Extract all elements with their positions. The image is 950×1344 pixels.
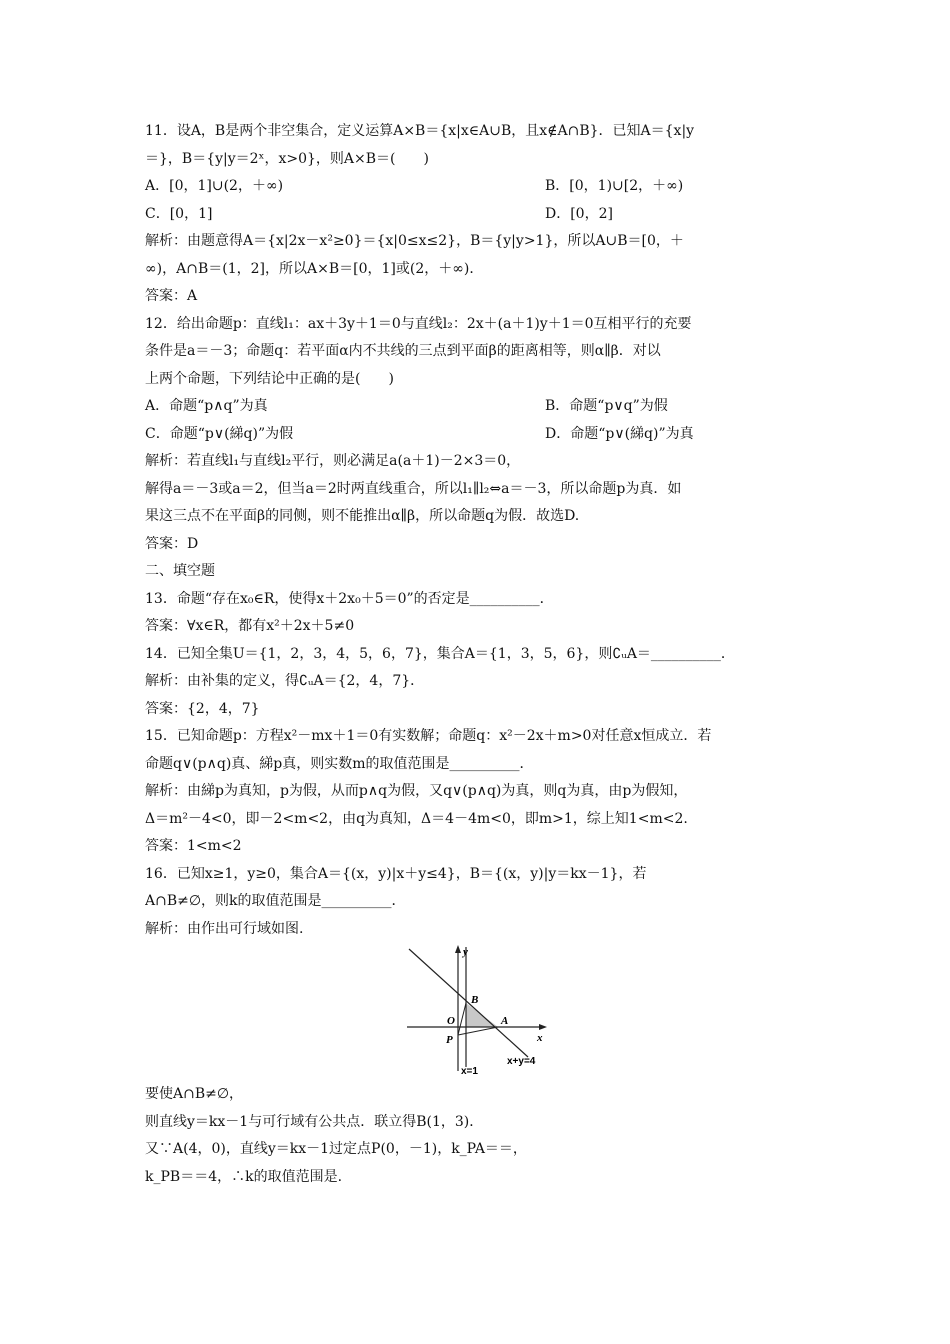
label-y: y — [463, 946, 468, 958]
q15-solution-line-2: Δ＝m²－4<0，即－2<m<2，由q为真知，Δ＝4－4m<0，即m>1，综上知1<m<2. — [145, 810, 688, 827]
q16-line-2: A∩B≠∅，则k的取值范围是__________． — [145, 893, 406, 909]
line-x-plus-y-equals-4 — [409, 949, 528, 1057]
q16-solution-line-4: k_PB＝＝4，∴k的取值范围是. — [145, 1168, 343, 1185]
q12-solution-line-1: 解析：若直线l₁与直线l₂平行，则必满足a(a＋1)－2×3＝0， — [145, 453, 521, 469]
label-x: x — [537, 1032, 543, 1044]
q15-line-2: 命题q∨(p∧q)真、綈p真，则实数m的取值范围是__________． — [145, 755, 534, 772]
q11-solution-line-1: 解析：由题意得A＝{x|2x－x²≥0}＝{x|0≤x≤2}，B＝{y|y>1}，所以A∪B＝[0，＋ — [145, 233, 684, 249]
q16-solution-line-1: 要使A∩B≠∅， — [145, 1086, 244, 1102]
q11-answer: 答案：A — [145, 288, 198, 304]
q15-solution-line-1: 解析：由綈p为真知，p为假，从而p∧q为假，又q∨(p∧q)为真，则q为真，由p为假知， — [145, 783, 688, 799]
q15-line-1: 15．已知命题p：方程x²－mx＋1＝0有实数解；命题q：x²－2x＋m>0对任意x恒成立．若 — [145, 728, 712, 744]
q16-solution-line-3: 又∵A(4，0)，直线y＝kx－1过定点P(0，－1)，k_PA＝＝， — [145, 1141, 527, 1157]
q12-options-row-2 — [145, 421, 815, 449]
q16-solution-line-2: 则直线y＝kx－1与可行域有公共点．联立得B(1，3)． — [145, 1113, 484, 1130]
line-pa — [458, 1027, 498, 1035]
section-heading-fill-in: 二、填空题 — [145, 563, 215, 579]
y-axis-arrow-icon — [455, 945, 461, 953]
q14-solution: 解析：由补集的定义，得∁ᵤA＝{2，4，7}． — [145, 673, 425, 689]
label-o: O — [447, 1015, 455, 1027]
q11-option-c: C．[0，1] — [145, 205, 213, 222]
q12-line-3: 上两个命题，下列结论中正确的是( ) — [145, 370, 394, 387]
q12-option-d: D．命题“p∨(綈q)”为真 — [545, 425, 694, 442]
q12-solution-line-3: 果这三点不在平面β的同侧，则不能推出α∥β，所以命题q为假．故选D. — [145, 508, 580, 524]
q12-option-c: C．命题“p∨(綈q)”为假 — [145, 425, 294, 442]
label-b: B — [471, 994, 479, 1006]
label-x-equals-1: x=1 — [461, 1066, 478, 1075]
feasible-region-figure — [145, 943, 815, 1081]
q14-answer: 答案：{2，4，7} — [145, 700, 260, 717]
document-page — [145, 118, 815, 1191]
label-a: A — [501, 1015, 509, 1027]
q14-line-1: 14．已知全集U＝{1，2，3，4，5，6，7}，集合A＝{1，3，5，6}，则∁ᵤA＝__________． — [145, 645, 735, 662]
feasible-region-diagram — [403, 943, 553, 1075]
q12-option-b: B．命题“p∨q”为假 — [545, 398, 668, 414]
q12-options-row-1 — [145, 393, 815, 421]
label-x-plus-y-equals-4: x+y=4 — [507, 1056, 536, 1067]
q12-line-1: 12．给出命题p：直线l₁：ax＋3y＋1＝0与直线l₂：2x＋(a＋1)y＋1＝0互相平行的充要 — [145, 315, 692, 332]
q11-options-row-1 — [145, 173, 815, 201]
q11-solution-line-2: ∞)，A∩B＝(1，2]，所以A×B＝[0，1]或(2，＋∞)． — [145, 260, 484, 277]
x-axis-arrow-icon — [539, 1024, 547, 1030]
q11-line-1: 11．设A，B是两个非空集合，定义运算A×B＝{x|x∈A∪B，且x∉A∩B}．已知A＝{x|y — [145, 123, 695, 139]
q16-solution-intro: 解析：由作出可行域如图. — [145, 920, 304, 937]
q12-option-a: A．命题“p∧q”为真 — [145, 398, 268, 414]
q12-answer: 答案：D — [145, 535, 199, 552]
line-pb — [458, 1003, 466, 1035]
q13-line-1: 13．命题“存在x₀∈R，使得x＋2x₀＋5＝0”的否定是__________． — [145, 590, 554, 607]
q12-solution-line-2: 解得a＝－3或a＝2，但当a＝2时两直线重合，所以l₁∥l₂⇔a＝－3，所以命题p为真．如 — [145, 480, 682, 497]
q13-answer: 答案：∀x∈R，都有x²＋2x＋5≠0 — [145, 618, 355, 634]
q11-option-d: D．[0，2] — [545, 205, 613, 222]
label-p: P — [446, 1034, 453, 1046]
q11-option-a: A．[0，1]∪(2，＋∞) — [145, 178, 284, 194]
q15-answer: 答案：1<m<2 — [145, 838, 242, 854]
q11-option-b: B．[0，1)∪[2，＋∞) — [545, 178, 684, 194]
q11-options-row-2 — [145, 201, 815, 229]
q12-line-2: 条件是a＝－3；命题q：若平面α内不共线的三点到平面β的距离相等，则α∥β．对以 — [145, 343, 661, 359]
q16-line-1: 16．已知x≥1，y≥0，集合A＝{(x，y)|x＋y≤4}，B＝{(x，y)|y＝kx－1}，若 — [145, 865, 647, 882]
q11-line-2: ＝}，B＝{y|y＝2ˣ，x>0}，则A×B＝( ) — [145, 150, 429, 167]
